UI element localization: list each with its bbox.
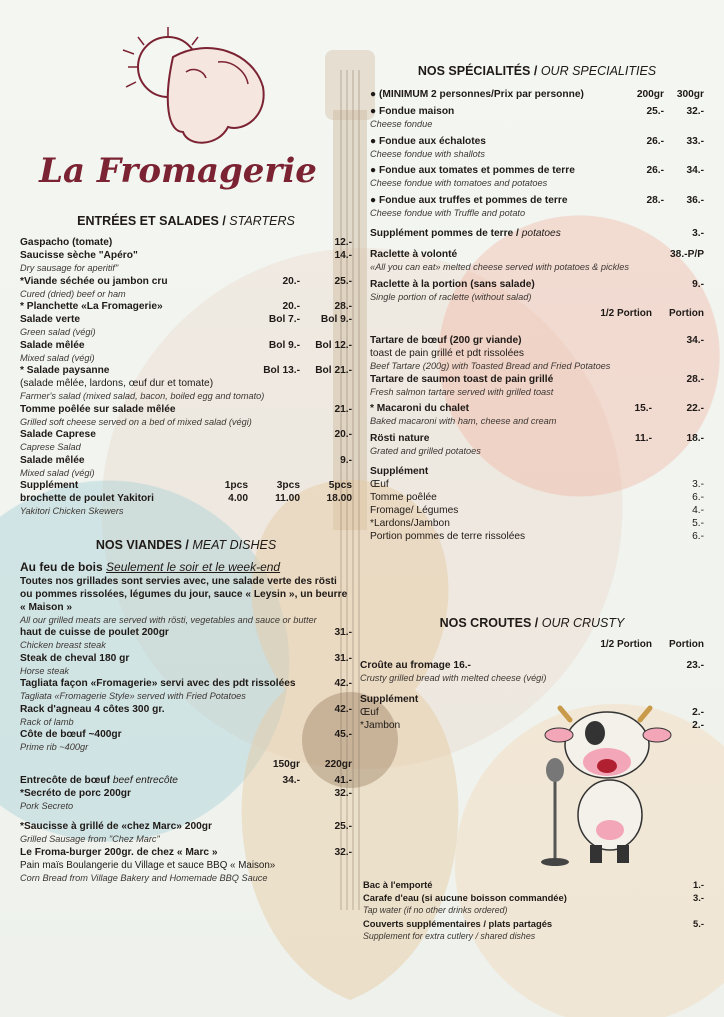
item-translation: Supplement for extra cutlery / shared dishes <box>363 930 536 941</box>
menu-item: Rösti nature 11.- 18.- <box>370 432 704 444</box>
menu-item: Rack d'agneau 4 côtes 300 gr. 42.- <box>20 703 352 715</box>
right-column <box>370 58 704 543</box>
menu-item: Le Froma-burger 200gr. de chez « Marc » 32.- <box>20 846 352 858</box>
supplement-item: Œuf 2.- <box>360 706 704 718</box>
item-translation: Grilled Sausage from "Chez Marc" <box>20 834 160 844</box>
weights-header: 150gr 220gr <box>272 758 352 770</box>
menu-item: Salade verte Bol 7.- Bol 9.- <box>20 314 352 325</box>
item-translation: Single portion of raclette (without salad) <box>370 291 532 302</box>
menu-item: *Viande séchée ou jambon cru 20.- 25.- <box>20 275 352 287</box>
logo-wordmark: La Fromagerie <box>39 151 317 191</box>
menu-item: Entrecôte de bœuf beef entrecôte 34.- 41.- <box>20 774 352 786</box>
menu-item: Tomme poêlée sur salade mêlée 21.- <box>20 403 352 415</box>
supplement-item: *Lardons/Jambon 5.- <box>370 518 704 529</box>
wood-fire-note: Seulement le soir et le week-end <box>106 559 281 574</box>
wood-fire-heading: Au feu de bois Seulement le soir et le week-end <box>20 559 281 574</box>
item-description: (salade mêlée, lardons, œuf dur et tomate) <box>20 378 214 389</box>
menu-item: Salade Caprese 20.- <box>20 429 352 440</box>
item-translation: Caprese Salad <box>20 442 81 452</box>
menu-item: *Secréto de porc 200gr 32.- <box>20 787 352 799</box>
meats-section-title: NOS VIANDES / MEAT DISHES <box>95 537 277 552</box>
item-translation: Mixed salad (végi) <box>20 467 95 478</box>
item-translation: Mixed salad (végi) <box>20 352 95 363</box>
supplement-item: *Jambon 2.- <box>360 719 704 731</box>
menu-item: Supplément pommes de terre / potatoes 3.- <box>370 228 704 239</box>
starters-section-title: ENTRÉES ET SALADES / STARTERS <box>77 214 295 228</box>
menu-item: Tartare de saumon toast de pain grillé 28.- <box>370 373 704 385</box>
menu-item: ● Fondue aux échalotes 26.- 33.- <box>370 135 704 147</box>
menu-item: * Macaroni du chalet 15.- 22.- <box>370 403 704 414</box>
left-column <box>20 208 352 884</box>
supplement-item: Œuf 3.- <box>370 479 704 490</box>
item-translation: Cured (dried) beef or ham <box>20 288 126 299</box>
item-translation: Chicken breast steak <box>20 640 106 650</box>
menu-item: * Planchette «La Fromagerie» 20.- 28.- <box>20 301 352 312</box>
item-description: toast de pain grillé et pdt rissolées <box>370 348 525 359</box>
menu-item: Salade mêlée 9.- <box>20 454 352 466</box>
menu-item: Tagliata façon «Fromagerie» servi avec des pdt rissolées 42.- <box>20 678 352 689</box>
item-translation: Tap water (if no other drinks ordered) <box>363 905 508 915</box>
supplement-item: Portion pommes de terre rissolées 6.- <box>370 531 704 542</box>
menu-item: Tartare de bœuf (200 gr viande) 34.- <box>370 335 704 346</box>
menu-item: Raclette à volonté 38.-P/P <box>370 249 704 260</box>
menu-item: haut de cuisse de poulet 200gr 31.- <box>20 627 352 638</box>
crusty-supplement-label: Supplément <box>360 693 419 705</box>
supplement-label: Supplément <box>370 466 429 477</box>
item-translation: Green salad (végi) <box>20 327 96 337</box>
meats-intro: Toutes nos grillades sont servies avec, une salade verte des rösti ou pommes rissolées, légumes du jour, sauce « Leysin », un beurre « Maison » <box>20 575 348 613</box>
item-translation: Crusty grilled bread with melted cheese (végi) <box>360 673 547 683</box>
item-translation: Farmer's salad (mixed salad, bacon, boiled egg and tomato) <box>20 391 265 401</box>
item-translation: Baked macaroni with ham, cheese and cream <box>370 416 557 426</box>
crusty-portion-header: 1/2 Portion Portion <box>600 639 704 650</box>
menu-item: ● Fondue maison 25.- 32.- <box>370 106 704 117</box>
item-description: Pain maïs Boulangerie du Village et sauce BBQ « Maison» <box>20 859 276 871</box>
extra-item: Bac à l'emporté 1.- <box>363 879 704 890</box>
item-translation: Rack of lamb <box>20 716 74 727</box>
portion-header: 1/2 Portion Portion <box>600 308 704 319</box>
menu-item: ● Fondue aux truffes et pommes de terre 28.- 36.- <box>370 194 704 206</box>
crusty-section <box>360 610 704 732</box>
menu-item: Steak de cheval 180 gr 31.- <box>20 652 352 664</box>
item-translation: Tagliata «Fromagerie Style» served with Fried Potatoes <box>20 691 246 701</box>
menu-item: Gaspacho (tomate) 12.- <box>20 237 352 248</box>
item-translation: Beef Tartare (200g) with Toasted Bread and Fried Potatoes <box>370 361 611 371</box>
item-translation: Prime rib ~400gr <box>20 742 89 752</box>
item-translation: Corn Bread from Village Bakery and Homemade BBQ Sauce <box>20 872 268 883</box>
crusty-section-title: NOS CROUTES / OUR CRUSTY <box>439 616 625 630</box>
item-translation: «All you can eat» melted cheese served with potatoes & pickles <box>370 262 629 272</box>
item-translation: Horse steak <box>20 665 70 676</box>
meats-intro-translation: All our grilled meats are served with rösti, vegetables and sauce or butter <box>20 614 317 625</box>
item-translation: Cheese fondue with shallots <box>370 148 485 159</box>
menu-item: * Salade paysanne Bol 13.- Bol 21.- <box>20 365 352 376</box>
item-translation: Yakitori Chicken Skewers <box>20 506 124 516</box>
menu-item: brochette de poulet Yakitori 4.00 11.00 18.00 <box>20 493 352 504</box>
extra-item: Carafe d'eau (si aucune boisson commandée) 3.- <box>363 892 704 903</box>
menu-item: ● Fondue aux tomates et pommes de terre 26.- 34.- <box>370 165 704 176</box>
menu-item: Côte de bœuf ~400gr 45.- <box>20 729 352 740</box>
item-translation: Grated and grilled potatoes <box>370 445 481 456</box>
supplement-item: Tomme poêlée 6.- <box>370 492 704 503</box>
item-translation: Grilled soft cheese served on a bed of mixed salad (végi) <box>20 416 252 427</box>
item-translation: Cheese fondue with Truffle and potato <box>370 207 526 218</box>
menu-item: Croûte au fromage 16.- 23.- <box>360 660 704 671</box>
supplement-item: Fromage/ Légumes 4.- <box>370 505 704 516</box>
supplement-header: Supplément 1pcs 3pcs 5pcs <box>20 480 352 491</box>
menu-item: *Saucisse à grillé de «chez Marc» 200gr 25.- <box>20 821 352 832</box>
extra-item: Couverts supplémentaires / plats partagés 5.- <box>363 917 704 929</box>
item-translation: Pork Secreto <box>20 800 74 811</box>
item-translation: Cheese fondue <box>370 119 433 129</box>
menu-item: Raclette à la portion (sans salade) 9.- <box>370 278 704 290</box>
item-translation: Fresh salmon tartare served with grilled toast <box>370 386 554 397</box>
fondue-header: ● (MINIMUM 2 personnes/Prix par personne) 200gr 300gr <box>370 89 704 100</box>
item-translation: Cheese fondue with tomatoes and potatoes <box>370 178 548 188</box>
extras-section <box>363 878 704 942</box>
specialities-section-title: NOS SPÉCIALITÉS / OUR SPECIALITIES <box>417 64 657 78</box>
menu-item: Saucisse sèche "Apéro" 14.- <box>20 250 352 261</box>
item-translation: Dry sausage for aperitif" <box>20 263 119 273</box>
la-fromagerie-logo <box>39 22 317 197</box>
menu-item: Salade mêlée Bol 9.- Bol 12.- <box>20 339 352 351</box>
